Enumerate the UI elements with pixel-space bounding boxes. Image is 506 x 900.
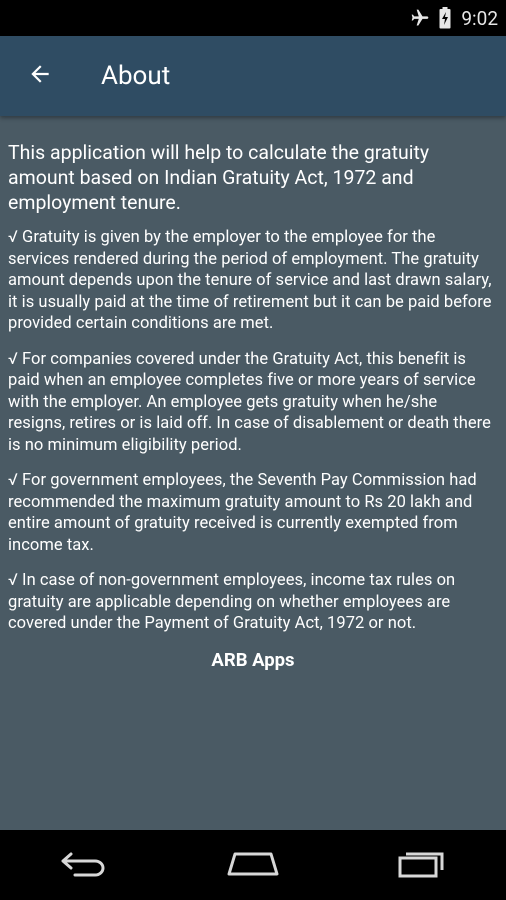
info-point: √ Gratuity is given by the employer to the employee for the services rendered during the period of employment. The gratuity amount depends upon the tenure of service and last drawn salary, it is usually paid at the time of retirement but it can be paid before provided certain conditions are met. [8,228,492,333]
info-point: √ For companies covered under the Gratuity Act, this benefit is paid when an employee completes five or more years of service with the employer. An employee gets gratuity when he/she resigns, retires or is laid off. In case of disablement or death there is no minimum eligibility period. [8,349,491,455]
battery-charging-icon [439,7,451,29]
brand-label: ARB Apps [211,648,295,671]
airplane-mode-icon [409,8,431,28]
nav-back-button[interactable] [34,830,134,900]
nav-back-icon [59,848,109,882]
back-button[interactable] [0,36,80,116]
arrow-back-icon [27,61,53,91]
info-point: √ In case of non-government employees, income tax rules on gratuity are applicable depending on whether employees are covered under the Payment of Gratuity Act, 1972 or not. [8,571,456,633]
status-bar [0,0,506,36]
system-nav-bar [0,830,506,900]
nav-recents-icon [396,848,448,882]
info-point: √ For government employees, the Seventh Pay Commission had recommended the maximum gratuity amount to Rs 20 lakh and entire amount of gratuity received is currently exempted from income tax. [8,471,477,555]
nav-recents-button[interactable] [372,830,472,900]
app-toolbar [0,36,506,116]
nav-home-button[interactable] [203,830,303,900]
page-title: About [101,61,171,91]
intro-text: This application will help to calculate the gratuity amount based on Indian Gratuity Act, 1972 and employment tenure. [8,141,430,214]
about-content [0,130,506,671]
nav-home-icon [225,848,281,882]
status-time: 9:02 [461,6,498,30]
